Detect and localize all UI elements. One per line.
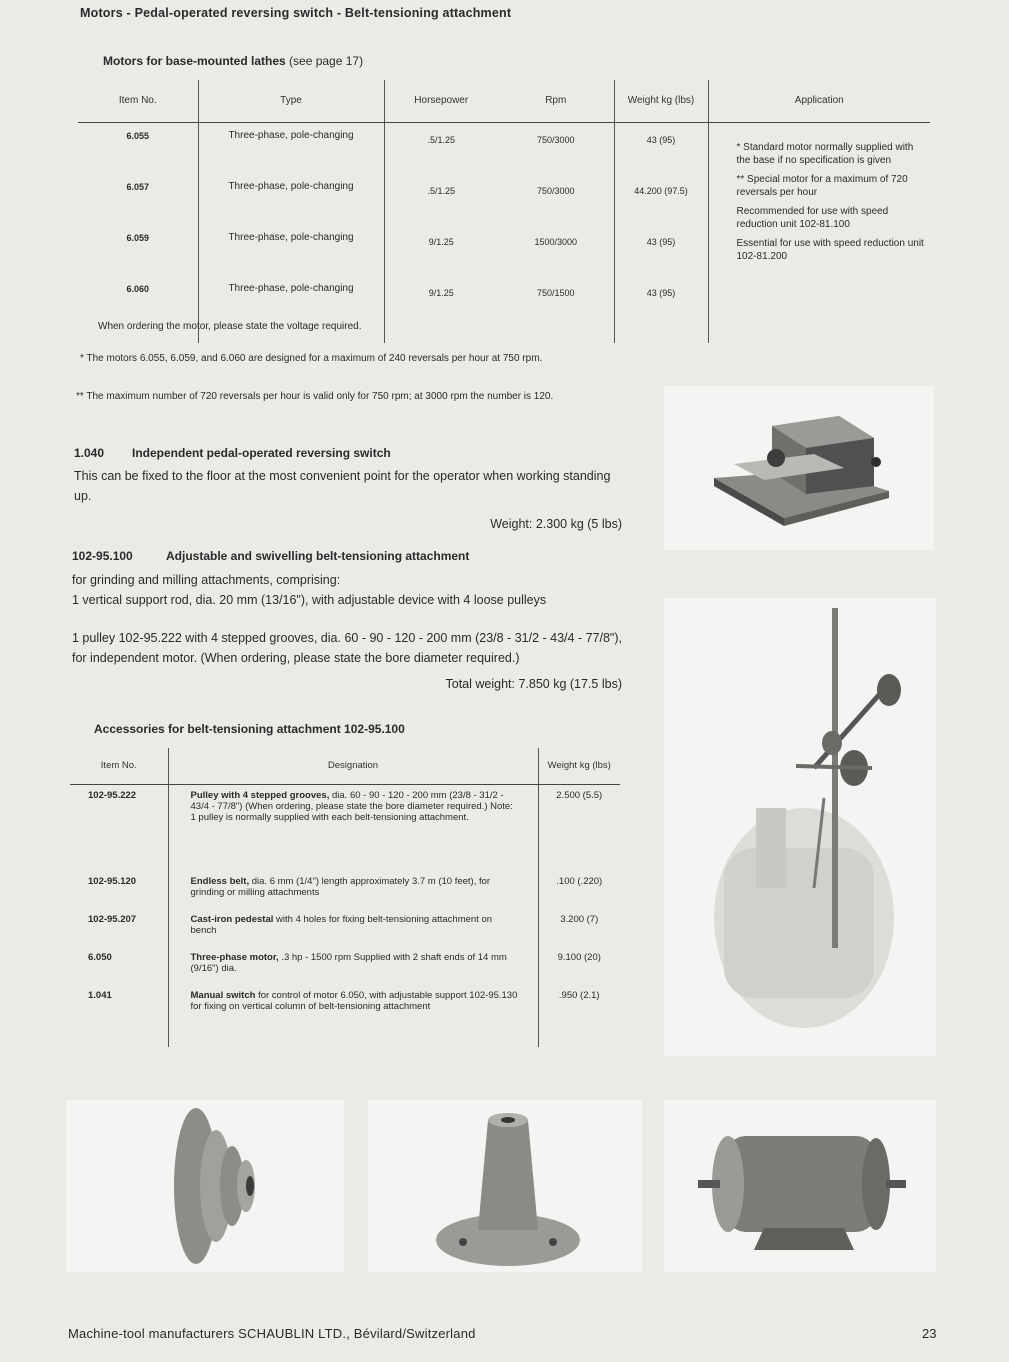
accessories-table (70, 748, 620, 1047)
cell-item: 6.060 (126, 284, 150, 294)
cell-designation (168, 871, 538, 909)
motors-table-header (78, 80, 930, 123)
switch-title: Independent pedal-operated reversing switch (132, 446, 391, 460)
cell-item: 6.050 (88, 952, 112, 963)
application-note: * Standard motor normally supplied with the base if no specification is given (736, 142, 914, 166)
table-row (70, 871, 620, 909)
belt-title: Adjustable and swivelling belt-tensioning attachment (166, 549, 470, 563)
switch-heading (74, 446, 391, 460)
cell-type: Three-phase, pole-changing (198, 174, 384, 225)
belt-intro: for grinding and milling attachments, comprising: (72, 573, 341, 587)
cell-designation (168, 785, 538, 872)
cell-hp: 9/1.25 (384, 276, 498, 343)
motors-heading-text: Motors for base-mounted lathes (103, 54, 286, 68)
table-row (70, 947, 620, 985)
col-item-no: Item No. (78, 80, 198, 123)
designation-name: Manual switch (190, 990, 256, 1001)
motors-heading (103, 54, 363, 68)
cell-weight: 2.500 (5.5) (538, 785, 620, 872)
accessories-heading: Accessories for belt-tensioning attachment 102-95.100 (94, 722, 405, 736)
col-designation: Designation (168, 748, 538, 785)
cell-item: 6.059 (126, 233, 150, 243)
belt-item-1: 1 vertical support rod, dia. 20 mm (13/16"), with adjustable device with 4 loose pulleys (72, 593, 547, 607)
switch-number: 1.040 (74, 446, 105, 460)
designation-desc: for control of motor 6.050, with adjustable support 102-95.130 for fixing on vertical column of belt-tensioning attachment (190, 990, 518, 1012)
cell-weight: 44.200 (97.5) (614, 174, 708, 225)
application-note: Essential for use with speed reduction unit 102-81.200 (736, 238, 924, 262)
table-row (70, 985, 620, 1047)
cell-weight: 43 (95) (614, 123, 708, 175)
designation-name: Pulley with 4 stepped grooves, (190, 790, 330, 801)
switch-weight: Weight: 2.300 kg (5 lbs) (490, 517, 622, 531)
cell-weight: 43 (95) (614, 276, 708, 343)
cell-rpm: 1500/3000 (534, 237, 578, 247)
cell-hp: 9/1.25 (384, 225, 498, 276)
cell-hp: .5/1.25 (384, 174, 498, 225)
table-row (70, 785, 620, 872)
cell-hp: .5/1.25 (384, 123, 498, 175)
col-type: Type (198, 80, 384, 123)
designation-desc: dia. 6 mm (1/4") length approximately 3.7 m (10 feet), for grinding or milling attachments (190, 876, 491, 898)
footnote-1: * The motors 6.055, 6.059, and 6.060 are designed for a maximum of 240 reversals per hour at 750 rpm. (80, 353, 543, 364)
pulley-photo (66, 1100, 344, 1272)
designation-desc: dia. 60 - 90 - 120 - 200 mm (23/8 - 31/2 - 43/4 - 77/8") (When ordering, please state the bore diameter required.) Note: 1 pulley is normally supplied with each belt-tensioning attachment. (190, 790, 513, 823)
designation-desc: .3 hp - 1500 rpm Supplied with 2 shaft ends of 14 mm (9/16") dia. (190, 952, 507, 974)
belt-attachment-image (664, 598, 936, 1056)
cell-weight: 9.100 (20) (538, 947, 620, 985)
cell-type: Three-phase, pole-changing (198, 123, 384, 175)
table-row (70, 909, 620, 947)
designation-desc: with 4 holes for fixing belt-tensioning attachment on bench (190, 914, 493, 936)
application-note: ** Special motor for a maximum of 720 reversals per hour (736, 174, 908, 198)
pedal-switch-photo (664, 386, 934, 550)
page-header: Motors - Pedal-operated reversing switch - Belt-tensioning attachment (80, 6, 512, 20)
switch-description: This can be fixed to the floor at the most convenient point for the operator when working standing up. (74, 469, 611, 503)
cell-rpm: 750/3000 (536, 135, 575, 145)
ordering-note: When ordering the motor, please state the voltage required. (98, 321, 362, 332)
belt-number: 102-95.100 (72, 549, 133, 563)
cell-rpm: 750/3000 (536, 186, 575, 196)
cell-weight: 43 (95) (614, 225, 708, 276)
cell-item: 102-95.120 (88, 876, 137, 887)
cell-item: 102-95.207 (88, 914, 137, 925)
cell-applications (708, 123, 930, 344)
designation-name: Endless belt, (190, 876, 250, 887)
col-item-no: Item No. (70, 748, 168, 785)
belt-total-weight: Total weight: 7.850 kg (17.5 lbs) (445, 677, 622, 691)
designation-name: Cast-iron pedestal (190, 914, 274, 925)
cell-type: Three-phase, pole-changing (198, 225, 384, 276)
col-weight: Weight kg (lbs) (614, 80, 708, 123)
cell-type: Three-phase, pole-changing (198, 276, 384, 343)
belt-item-2: 1 pulley 102-95.222 with 4 stepped grooves, dia. 60 - 90 - 120 - 200 mm (23/8 - 31/2 - 43/4 - 77/8"), for independent motor. (When ordering, please state the bore diameter required.) (72, 631, 622, 665)
cell-designation (168, 909, 538, 947)
cell-designation (168, 947, 538, 985)
cell-item: 6.055 (126, 131, 150, 141)
cell-item: 6.057 (126, 182, 150, 192)
motors-heading-note: (see page 17) (289, 54, 364, 68)
cell-designation (168, 985, 538, 1047)
pulley-image (66, 1100, 344, 1272)
page-number: 23 (922, 1326, 937, 1341)
cell-weight: .100 (.220) (538, 871, 620, 909)
col-weight: Weight kg (lbs) (538, 748, 620, 785)
motor-image (664, 1100, 936, 1272)
col-application: Application (708, 80, 930, 123)
col-horsepower: Horsepower (384, 80, 498, 123)
col-rpm: Rpm (498, 80, 614, 123)
designation-name: Three-phase motor, (190, 952, 279, 963)
motors-table (78, 80, 930, 343)
motor-photo (664, 1100, 936, 1272)
cell-rpm: 750/1500 (536, 288, 575, 298)
pedestal-image (368, 1100, 642, 1272)
belt-attachment-photo (664, 598, 936, 1056)
belt-heading (72, 549, 469, 563)
footer-publisher: Machine-tool manufacturers SCHAUBLIN LTD., Bévilard/Switzerland (68, 1326, 476, 1341)
application-note: Recommended for use with speed reduction unit 102-81.100 (736, 206, 889, 230)
table-row (78, 123, 930, 175)
cell-weight: 3.200 (7) (538, 909, 620, 947)
footnote-2: ** The maximum number of 720 reversals per hour is valid only for 750 rpm; at 3000 rpm the number is 120. (76, 391, 554, 402)
pedestal-photo (368, 1100, 642, 1272)
pedal-switch-image (664, 386, 934, 550)
cell-weight: .950 (2.1) (538, 985, 620, 1047)
accessories-table-header (70, 748, 620, 785)
cell-item: 1.041 (88, 990, 112, 1001)
cell-item: 102-95.222 (88, 790, 137, 801)
